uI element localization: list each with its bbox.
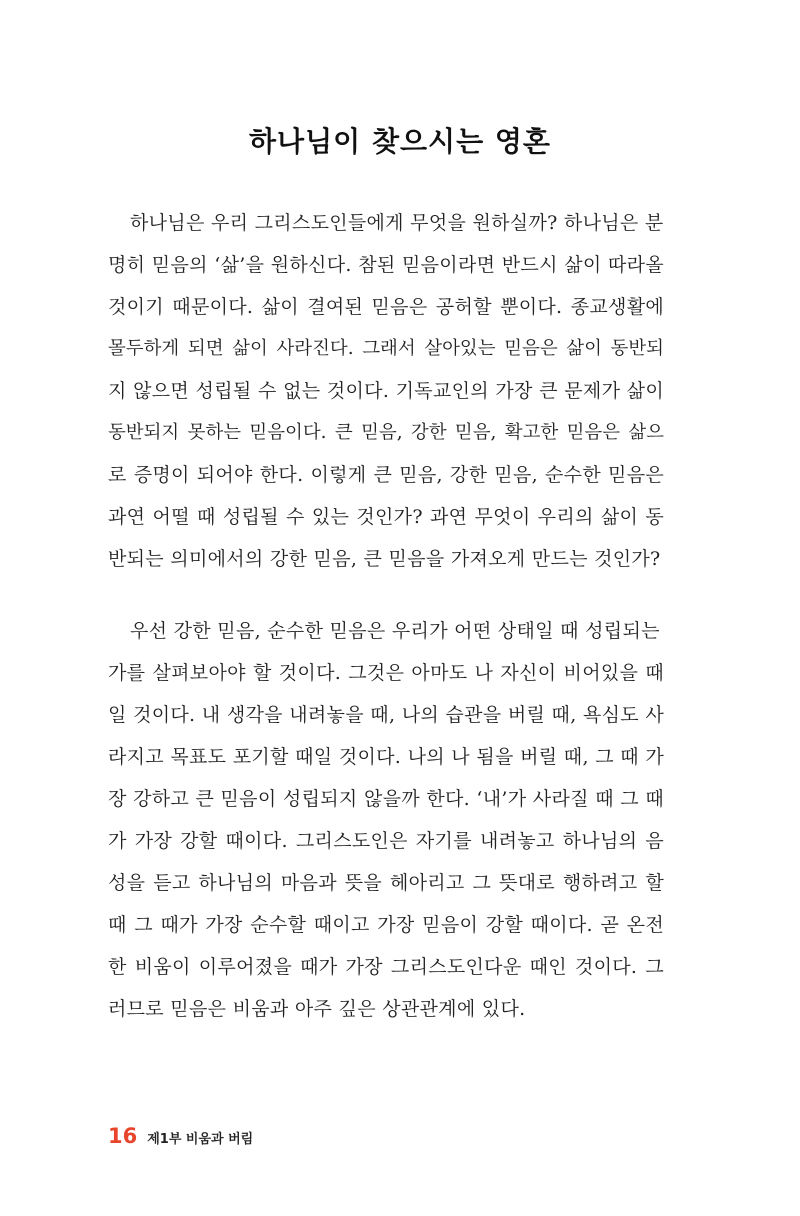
paragraph-line: 동반되지 못하는 믿음이다. 큰 믿음, 강한 믿음, 확고한 믿음은 삶으 (108, 422, 664, 443)
paragraph-line: 반되는 의미에서의 강한 믿음, 큰 믿음을 가져오게 만드는 것인가? (108, 548, 661, 570)
paragraph-line: 장 강하고 큰 믿음이 성립되지 않을까 한다. ‘내’가 사라질 때 그 때 (108, 788, 664, 810)
paragraph-line: 한 비움이 이루어졌을 때가 가장 그리스도인다운 때인 것이다. 그 (108, 956, 664, 978)
section-name: 제1부 비움과 버림 (147, 1132, 254, 1147)
paragraph-line: 성을 듣고 하나님의 마음과 뜻을 헤아리고 그 뜻대로 행하려고 할 (108, 872, 664, 894)
page-title: 하나님이 찾으시는 영혼 (249, 125, 551, 158)
paragraph-line: 가를 살펴보아야 할 것이다. 그것은 아마도 나 자신이 비어있을 때 (108, 662, 664, 684)
paragraph-line: 명히 믿음의 ‘삶’을 원하신다. 참된 믿음이라면 반드시 삶이 따라올 (108, 254, 664, 276)
paragraph-line: 가 가장 강할 때이다. 그리스도인은 자기를 내려놓고 하나님의 음 (108, 830, 664, 852)
paragraph-line: 때 그 때가 가장 순수할 때이고 가장 믿음이 강할 때이다. 곧 온전 (108, 914, 664, 936)
paragraph-line: 하나님은 우리 그리스도인들에게 무엇을 원하실까? 하나님은 분 (130, 212, 664, 234)
paragraph-line: 몰두하게 되면 삶이 사라진다. 그래서 살아있는 믿음은 삶이 동반되 (108, 338, 664, 359)
paragraph-line: 과연 어떨 때 성립될 수 있는 것인가? 과연 무엇이 우리의 삶이 동 (108, 506, 664, 528)
paragraph-line: 우선 강한 믿음, 순수한 믿음은 우리가 어떤 상태일 때 성립되는 (130, 620, 660, 642)
paragraph-line: 라지고 목표도 포기할 때일 것이다. 나의 나 됨을 버릴 때, 그 때 가 (108, 746, 664, 768)
page-number: 16 (108, 1124, 138, 1148)
paragraph-2 (108, 610, 664, 1030)
paragraph-line: 일 것이다. 내 생각을 내려놓을 때, 나의 습관을 버릴 때, 욕심도 사 (108, 704, 664, 726)
paragraph-line: 지 않으면 성립될 수 없는 것이다. 기독교인의 가장 큰 문제가 삶이 (108, 380, 664, 402)
page-footer (108, 1124, 253, 1152)
paragraph-line: 러므로 믿음은 비움과 아주 깊은 상관관계에 있다. (108, 998, 526, 1020)
paragraph-1 (108, 202, 664, 580)
paragraph-line: 로 증명이 되어야 한다. 이렇게 큰 믿음, 강한 믿음, 순수한 믿음은 (108, 464, 664, 486)
paragraph-line: 것이기 때문이다. 삶이 결여된 믿음은 공허할 뿐이다. 종교생활에 (108, 296, 664, 318)
